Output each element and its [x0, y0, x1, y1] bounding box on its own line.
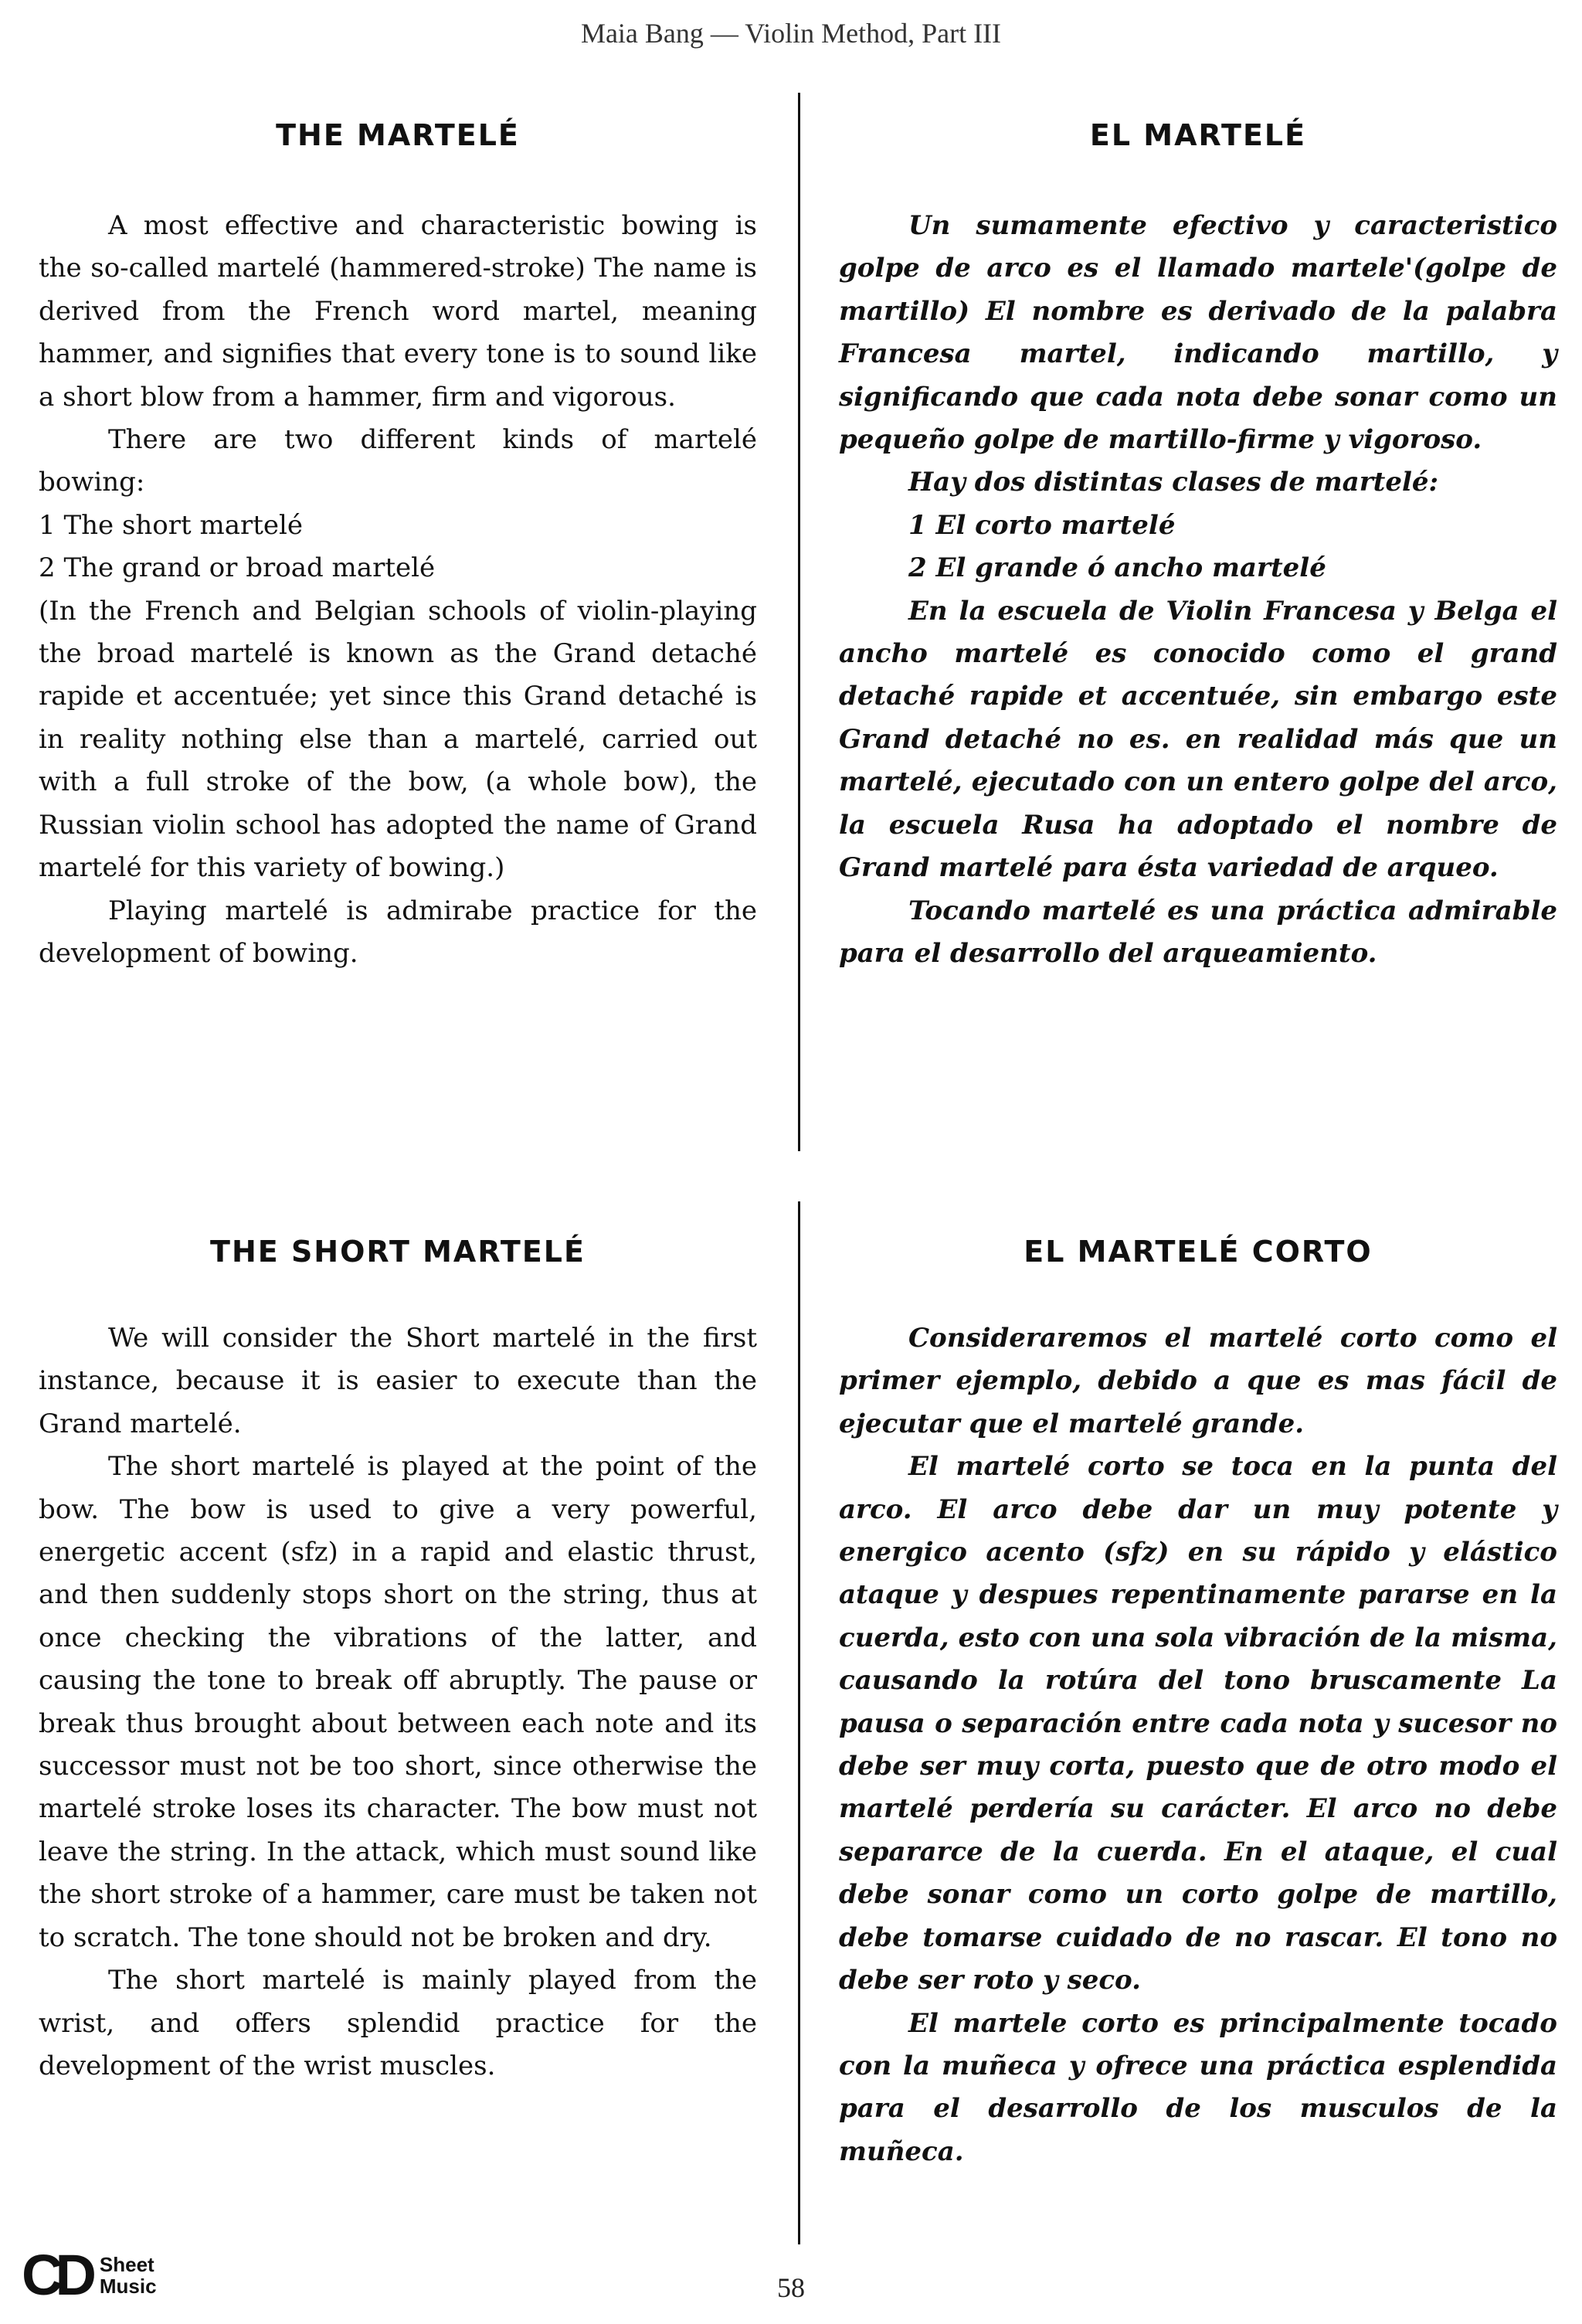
page-header: Maia Bang — Violin Method, Part III: [580, 18, 1002, 49]
page-number: 58: [777, 2272, 805, 2303]
paragraph: The short martelé is played at the point of the bow. The bow is used to give a very powerful, energetic accent (sfz) in a rapid and elastic thrust, and then suddenly stops short on the string, thus at once checking the vibrations of the latter, and causing the tone to break off abruptly. The pause or break thus brought about between each note and its successor must not be too short, since otherwise the martelé stroke loses its character. The bow must not leave the string. In the attack, which must sound like the short stroke of a hammer, care must be taken not to scratch. The tone should not be broken and dry.: [39, 1451, 757, 1953]
paragraph: Hay dos distintas clases de martelé:: [908, 467, 1439, 498]
paragraph: El martele corto es principalmente tocado con la muñeca y ofrece una práctica esplendida para el desarrollo de los musculos de la muñeca.: [839, 2007, 1557, 2167]
paragraph: Un sumamente efectivo y caracteristico golpe de arco es el llamado martele'(golpe de martillo) El nombre es derivado de la palabra Francesa martel, indicando martillo, y significando que cada nota debe sonar como un pequeño golpe de martillo-firme y vigoroso.: [839, 210, 1557, 456]
paragraph: Tocando martelé es una práctica admirable para el desarrollo del arqueamiento.: [839, 895, 1557, 969]
paragraph: There are two different kinds of martelé bowing:: [39, 424, 757, 498]
section-title: THE MARTELÉ: [276, 118, 520, 152]
section-the-martele: [39, 116, 757, 975]
paragraph: El martelé corto se toca en la punta del arco. El arco debe dar un muy potente y energico acento (sfz) en su rápido y elástico ataque y despues repentinamente pararse en la cuerda, esto con una sola vibración de la misma, causando la rotúra del tono bruscamente La pausa o separación entre cada nota y sucesor no debe ser muy corta, puesto que de otro modo el martelé perdería su carácter. El arco no debe separarce de la cuerda. En el ataque, el cual debe sonar como un corto golpe de martillo, debe tomarse cuidado de no rascar. El tono no debe ser roto y seco.: [839, 1451, 1557, 1996]
section-title: THE SHORT MARTELÉ: [210, 1235, 586, 1269]
paragraph: (In the French and Belgian schools of violin-playing the broad martelé is known as the Grand detaché rapide et accentuée; yet since this Grand detaché is in reality nothing else than a martelé, carried out with a full stroke of the bow, (a whole bow), the Russian violin school has adopted the name of Grand martelé for this variety of bowing.): [39, 595, 757, 884]
paragraph: We will consider the Short martelé in the first instance, because it is easier to execute than the Grand martelé.: [39, 1323, 757, 1439]
paragraph: En la escuela de Violin Francesa y Belga el ancho martelé es conocido como el grand detaché rapide et accentuée, sin embargo este Grand detaché no es. en realidad más que un martelé, ejecutado con un entero golpe del arco, la escuela Rusa ha adoptado el nombre de Grand martelé para ésta variedad de arqueo.: [839, 595, 1557, 884]
section-title: EL MARTELÉ: [1089, 118, 1307, 152]
paragraph: Consideraremos el martelé corto como el primer ejemplo, debido a que es mas fácil de ejecutar que el martelé grande.: [839, 1323, 1557, 1439]
list-item: 2 El grande ó ancho martelé: [908, 552, 1326, 584]
section-the-short-martele: [39, 1232, 757, 2088]
logo-mark: CD: [22, 2243, 89, 2307]
list-item: 1 El corto martelé: [908, 509, 1176, 541]
column-divider: [798, 93, 800, 1151]
section-el-martele: [839, 116, 1557, 975]
paragraph: Playing martelé is admirabe practice for the development of bowing.: [39, 895, 757, 969]
column-divider: [798, 1201, 800, 2244]
paragraph: A most effective and characteristic bowing is the so-called martelé (hammered-stroke) The name is derived from the French word martel, meaning hammer, and signifies that every tone is to sound like a short blow from a hammer, firm and vigorous.: [39, 210, 757, 413]
section-el-martele-corto: [839, 1232, 1557, 2173]
section-title: EL MARTELÉ CORTO: [1024, 1235, 1373, 1269]
paragraph: The short martelé is mainly played from the wrist, and offers splendid practice for the development of the wrist muscles.: [39, 1965, 757, 2081]
logo-line: Sheet: [99, 2253, 154, 2276]
logo-line: Music: [99, 2275, 157, 2298]
list-item: 1 The short martelé: [39, 509, 304, 541]
list-item: 2 The grand or broad martelé: [39, 552, 436, 584]
